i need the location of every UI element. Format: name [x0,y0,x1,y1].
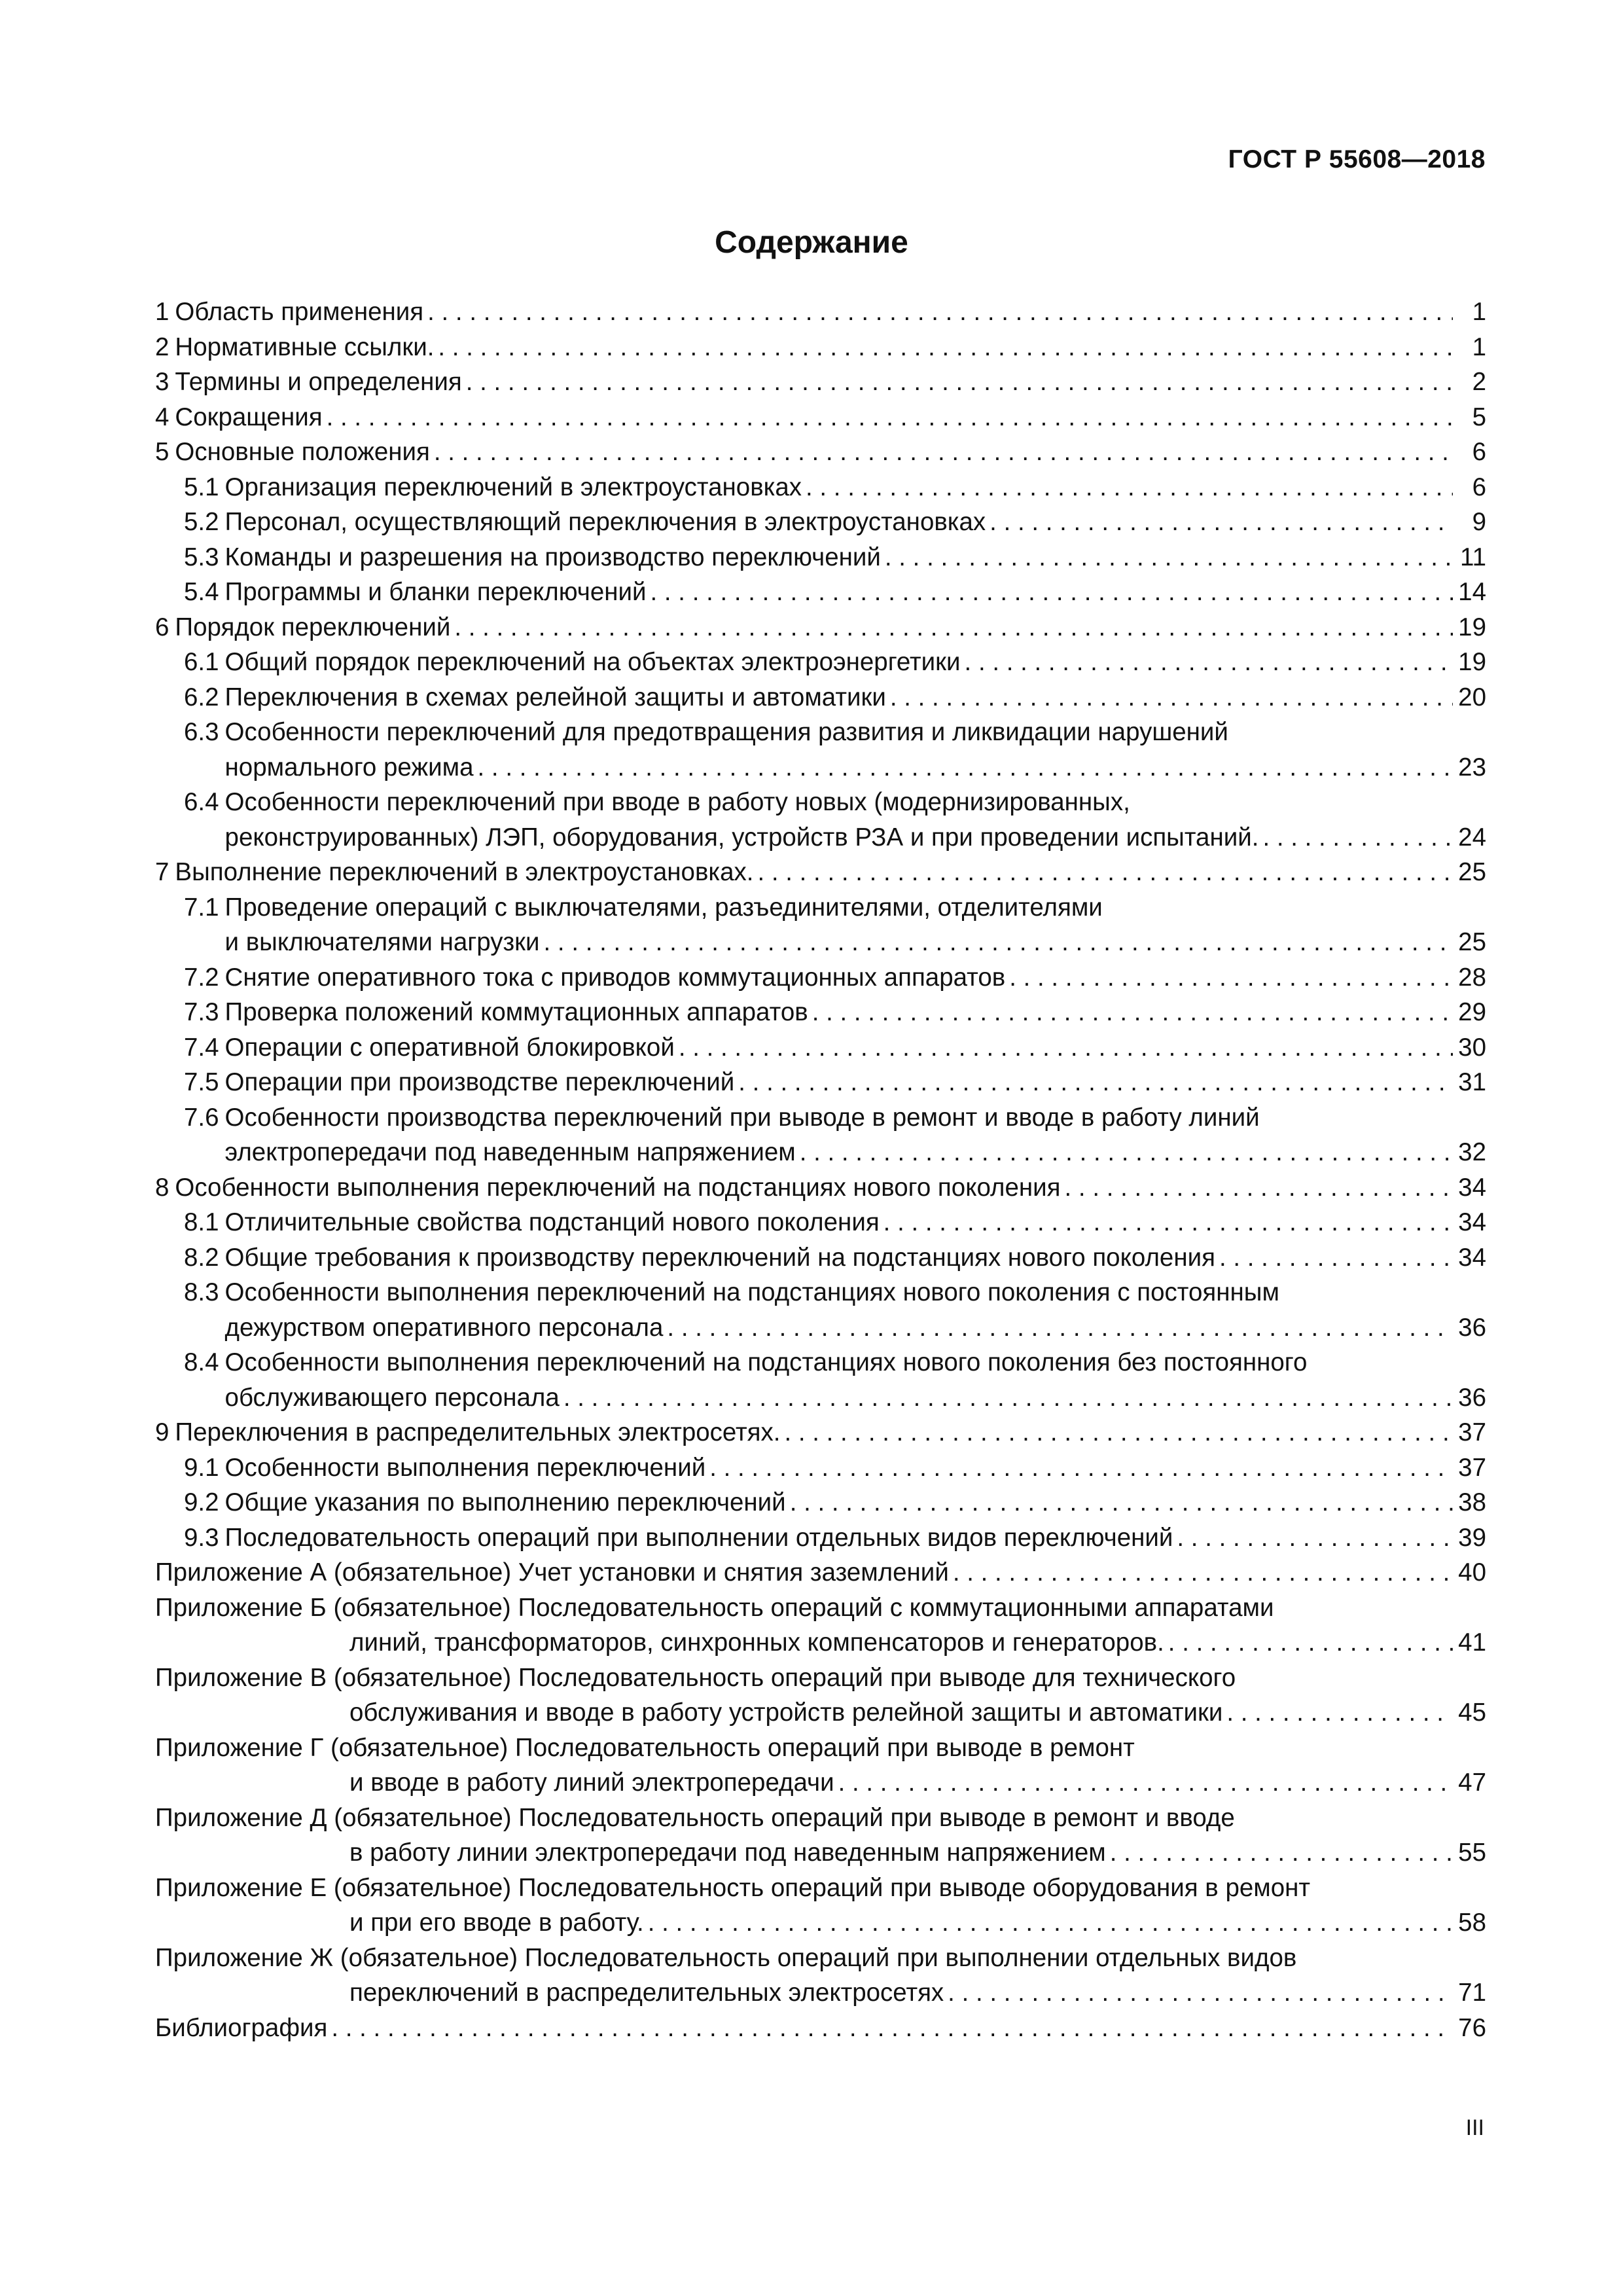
toc-entry-title: Библиография [155,2013,328,2042]
toc-entry-number: Приложение А (обязательное) [155,1558,512,1587]
toc-entry[interactable] [155,1660,1486,1731]
toc-entry-title: Особенности выполнения переключений на подстанциях нового поколения [175,1173,1061,1202]
dot-leader [327,400,1453,435]
dot-leader [1262,820,1453,855]
toc-entry[interactable] [155,1871,1486,1941]
toc-entry[interactable] [155,1030,1486,1066]
dot-leader [454,610,1453,645]
toc-entry-title: Область применения [175,298,424,326]
toc-entry[interactable] [155,1801,1486,1871]
dot-leader [812,995,1453,1030]
toc-page-number: 23 [1458,753,1486,781]
toc-entry-number: 4 [155,403,169,431]
toc-page-number: 34 [1458,1243,1486,1272]
toc-entry-title: Последовательность операций с коммутационными аппаратами [518,1593,1274,1622]
toc-entry[interactable] [155,645,1486,680]
dot-leader [563,1380,1453,1416]
toc-entry-number: 6.4 [184,788,219,816]
toc-entry-title: Особенности выполнения переключений на подстанциях нового поколения без постоянного [224,1348,1308,1376]
page-title: Содержание [715,225,908,260]
toc-entry-title: Последовательность операций при выполнении отдельных видов переключений [224,1523,1173,1552]
toc-entry-title: Последовательность операций при выполнении отдельных видов [524,1943,1297,1972]
toc-entry[interactable] [155,470,1486,505]
dot-leader [427,295,1453,330]
toc-page-number: 31 [1458,1068,1486,1096]
toc-entry-number: 5.2 [184,508,219,536]
toc-entry-title: линий, трансформаторов, синхронных компенсаторов и генераторов. [349,1628,1164,1657]
toc-entry-title: и выключателями нагрузки [224,928,540,956]
toc-entry-title: и при его вводе в работу. [349,1909,644,1937]
toc-entry-title: Общие указания по выполнению переключений [224,1488,786,1516]
toc-entry-number: 1 [155,298,169,326]
toc-page-number: 39 [1458,1523,1486,1552]
toc-entry-number: 7.1 [184,893,219,922]
toc-entry-title: Последовательность операций при выводе в ремонт и вводе [518,1803,1235,1832]
toc-page-number: 1 [1472,332,1486,361]
toc-entry-number: 9.3 [184,1523,219,1552]
toc-page-number: 11 [1460,543,1486,571]
toc-entry-number: 6.3 [184,718,219,746]
toc-entry[interactable] [155,715,1486,785]
dot-leader [1226,1695,1453,1731]
dot-leader [1219,1240,1453,1276]
toc-entry-number: 7.6 [184,1103,219,1132]
toc-entry[interactable] [155,1345,1486,1415]
toc-entry-number: Приложение Г (обязательное) [155,1733,508,1762]
toc-page-number: 32 [1458,1138,1486,1166]
toc-entry-title: Общие требования к производству переключений на подстанциях нового поколения [224,1243,1215,1272]
toc-entry[interactable] [155,1275,1486,1345]
toc-entry-number: 5.4 [184,578,219,606]
toc-entry-title: Выполнение переключений в электроустановках. [175,858,754,886]
toc-page-number: 45 [1458,1698,1486,1727]
toc-page-number: 71 [1458,1979,1486,2007]
toc-entry-title: реконструированных) ЛЭП, оборудования, устройств РЗА и при проведении испытаний. [224,823,1259,852]
toc-page-number: 5 [1472,403,1486,431]
dot-leader [757,855,1453,890]
toc-page-number: 14 [1458,578,1486,606]
toc-entry[interactable] [155,540,1486,575]
toc-entry[interactable] [155,575,1486,610]
dot-leader [784,1415,1453,1450]
toc-entry-title: обслуживающего персонала [224,1383,560,1412]
toc-entry-number: 9 [155,1418,169,1446]
toc-page-number: 2 [1472,368,1486,396]
toc-entry-number: 2 [155,332,169,361]
toc-entry-number: 8.2 [184,1243,219,1272]
dot-leader [679,1030,1453,1066]
toc-entry-title: электропередачи под наведенным напряжением [224,1138,796,1166]
dot-leader [544,925,1453,960]
toc-entry-number: Приложение Д (обязательное) [155,1803,512,1832]
toc-entry-title: Организация переключений в электроустановках [224,473,802,501]
dot-leader [800,1135,1453,1170]
toc-entry-number: 9.2 [184,1488,219,1516]
toc-page-number: 28 [1458,963,1486,992]
toc-entry-number: 5 [155,438,169,466]
toc-entry-title: Операции при производстве переключений [224,1068,735,1096]
dot-leader [331,2011,1453,2046]
toc-entry-number: Приложение Б (обязательное) [155,1593,511,1622]
dot-leader [885,540,1453,575]
dot-leader [709,1450,1453,1486]
toc-entry-title: Учет установки и снятия заземлений [518,1558,949,1587]
toc-entry-title: и вводе в работу линий электропередачи [349,1768,834,1797]
dot-leader [990,505,1453,540]
toc-page-number: 40 [1458,1558,1486,1587]
toc-entry-number: 3 [155,368,169,396]
toc-entry-title: Персонал, осуществляющий переключения в электроустановках [224,508,986,536]
toc-entry[interactable] [155,1240,1486,1276]
toc-entry-title: Последовательность операций при выводе оборудования в ремонт [518,1873,1311,1902]
toc-entry[interactable] [155,610,1486,645]
toc-entry-title: Нормативные ссылки. [175,332,435,361]
toc-entry-title: Порядок переключений [175,613,451,641]
dot-leader [965,645,1453,680]
dot-leader [1177,1520,1453,1556]
dot-leader [838,1765,1453,1801]
dot-leader [890,680,1453,715]
dot-leader [434,435,1453,470]
toc-page-number: 38 [1458,1488,1486,1516]
toc-entry[interactable] [155,435,1486,470]
dot-leader [466,365,1453,400]
toc-entry-title: Команды и разрешения на производство переключений [224,543,881,571]
toc-entry-title: дежурством оперативного персонала [224,1313,664,1342]
toc-page-number: 47 [1458,1768,1486,1797]
dot-leader [1168,1625,1453,1660]
toc-entry-title: Особенности выполнения переключений на подстанциях нового поколения с постоянным [224,1278,1279,1306]
toc-entry-number: 6.2 [184,683,219,711]
toc-entry-title: Сокращения [175,403,323,431]
toc-page-number: 30 [1458,1033,1486,1062]
toc-entry[interactable] [155,1205,1486,1240]
toc-page-number: 6 [1472,473,1486,501]
dot-leader [478,750,1453,785]
toc-entry-number: 7.2 [184,963,219,992]
toc-page-number: 76 [1458,2013,1486,2042]
toc-page-number: 1 [1472,298,1486,326]
dot-leader [953,1555,1453,1590]
toc-entry-title: Операции с оперативной блокировкой [224,1033,675,1062]
toc-page-number: 19 [1458,648,1486,676]
toc-entry-title: Переключения в схемах релейной защиты и автоматики [224,683,886,711]
toc-entry-title: нормального режима [224,753,474,781]
toc-page-number: 41 [1458,1628,1486,1657]
toc-entry[interactable] [155,1590,1486,1660]
toc-entry-number: Приложение Ж (обязательное) [155,1943,518,1972]
toc-entry[interactable] [155,855,1486,890]
toc-entry[interactable] [155,680,1486,715]
toc-entry[interactable] [155,1555,1486,1590]
toc-entry[interactable] [155,1065,1486,1100]
toc-entry-number: 7.4 [184,1033,219,1062]
toc-entry[interactable] [155,785,1486,855]
dot-leader [790,1485,1453,1520]
toc-entry[interactable] [155,1450,1486,1486]
toc-entry[interactable] [155,505,1486,540]
toc-page-number: 9 [1472,508,1486,536]
toc-entry-title: Особенности производства переключений при выводе в ремонт и вводе в работу линий [224,1103,1260,1132]
toc-entry-title: Особенности выполнения переключений [224,1453,706,1482]
toc-entry-number: 8 [155,1173,169,1202]
dot-leader [738,1065,1453,1100]
toc-entry-title: Переключения в распределительных электросетях. [175,1418,781,1446]
dot-leader [883,1205,1453,1240]
toc-entry-title: Термины и определения [175,368,462,396]
toc-entry-number: 8.4 [184,1348,219,1376]
toc-page-number: 19 [1458,613,1486,641]
toc-entry-title: Проверка положений коммутационных аппаратов [224,998,808,1026]
toc-page-number: 36 [1458,1313,1486,1342]
page-number: III [1465,2115,1484,2140]
dot-leader [806,470,1453,505]
toc-entry-number: Приложение Е (обязательное) [155,1873,512,1902]
toc-entry[interactable] [155,890,1486,960]
toc-entry[interactable] [155,330,1486,365]
toc-page-number: 55 [1458,1839,1486,1867]
toc-entry[interactable] [155,2011,1486,2046]
toc-entry-title: переключений в распределительных электросетях [349,1979,944,2007]
toc-entry[interactable] [155,1485,1486,1520]
dot-leader [948,1975,1453,2011]
dot-leader [1009,960,1453,996]
toc-entry[interactable] [155,1520,1486,1556]
toc-entry[interactable] [155,295,1486,330]
toc-entry[interactable] [155,995,1486,1030]
dot-leader [648,1905,1453,1941]
toc-entry[interactable] [155,1100,1486,1170]
toc-page-number: 34 [1458,1173,1486,1202]
toc-page-number: 25 [1458,928,1486,956]
toc-entry-number: Приложение В (обязательное) [155,1663,512,1692]
toc-entry[interactable] [155,960,1486,996]
document-code: ГОСТ Р 55608—2018 [1228,145,1486,173]
toc-entry-number: 7.3 [184,998,219,1026]
toc-entry[interactable] [155,1941,1486,2011]
dot-leader [438,330,1453,365]
toc-entry-title: Снятие оперативного тока с приводов коммутационных аппаратов [224,963,1006,992]
toc-entry-title: Последовательность операций при выводе для технического [518,1663,1236,1692]
toc-entry-number: 5.3 [184,543,219,571]
toc-page-number: 25 [1458,858,1486,886]
toc-page-number: 24 [1458,823,1486,852]
table-of-contents [155,295,1486,2045]
toc-page-number: 6 [1472,438,1486,466]
toc-page-number: 37 [1458,1418,1486,1446]
toc-page-number: 34 [1458,1208,1486,1236]
toc-entry-number: 7 [155,858,169,886]
toc-entry[interactable] [155,365,1486,400]
toc-entry[interactable] [155,1415,1486,1450]
toc-entry-title: обслуживания и вводе в работу устройств релейной защиты и автоматики [349,1698,1223,1727]
toc-entry-title: в работу линии электропередачи под наведенным напряжением [349,1839,1106,1867]
toc-entry-number: 8.1 [184,1208,219,1236]
toc-entry-title: Отличительные свойства подстанций нового поколения [224,1208,880,1236]
toc-page-number: 37 [1458,1453,1486,1482]
toc-entry-number: 5.1 [184,473,219,501]
toc-entry-title: Последовательность операций при выводе в ремонт [515,1733,1135,1762]
dot-leader [1065,1170,1453,1206]
toc-entry-title: Программы и бланки переключений [224,578,647,606]
toc-entry-number: 6.1 [184,648,219,676]
toc-entry[interactable] [155,1170,1486,1206]
dot-leader [651,575,1453,610]
toc-page-number: 20 [1458,683,1486,711]
toc-entry-title: Основные положения [175,438,430,466]
toc-entry-number: 8.3 [184,1278,219,1306]
toc-entry-number: 7.5 [184,1068,219,1096]
dot-leader [667,1310,1453,1346]
toc-entry-title: Особенности переключений для предотвращения развития и ликвидации нарушений [224,718,1228,746]
toc-entry[interactable] [155,400,1486,435]
toc-entry-title: Общий порядок переключений на объектах электроэнергетики [224,648,961,676]
toc-page-number: 58 [1458,1909,1486,1937]
toc-entry-number: 9.1 [184,1453,219,1482]
toc-entry[interactable] [155,1731,1486,1801]
toc-page-number: 29 [1458,998,1486,1026]
dot-leader [1110,1835,1453,1871]
toc-entry-title: Проведение операций с выключателями, разъединителями, отделителями [224,893,1103,922]
toc-entry-number: 6 [155,613,169,641]
toc-entry-title: Особенности переключений при вводе в работу новых (модернизированных, [224,788,1130,816]
toc-page-number: 36 [1458,1383,1486,1412]
